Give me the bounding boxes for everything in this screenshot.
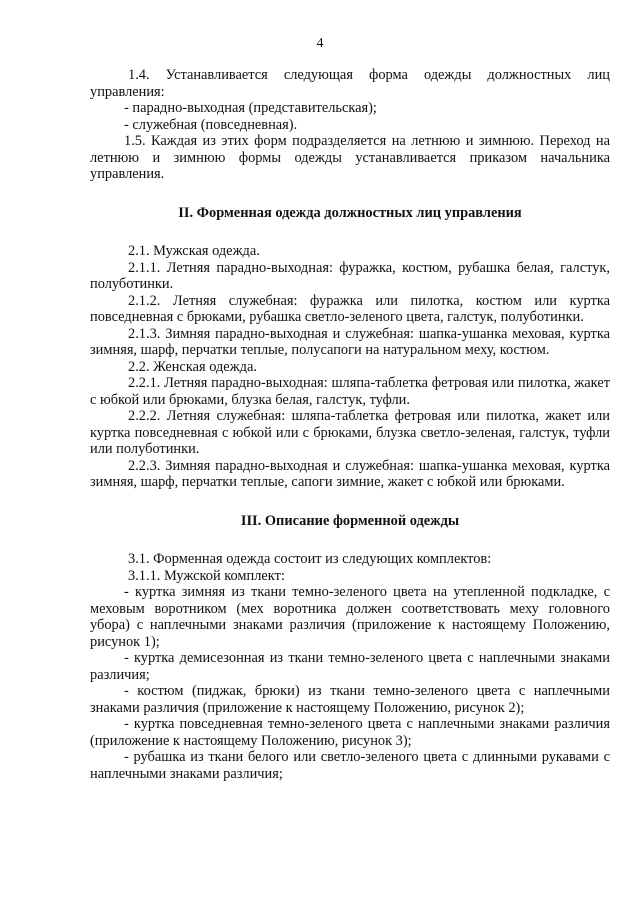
section-heading-3: III. Описание форменной одежды bbox=[240, 512, 460, 529]
paragraph-2-2-3: 2.2.3. Зимняя парадно-выходная и служебная: шапка-ушанка меховая, куртка зимняя, шарф, перчатки теплые, сапоги зимние, жакет с юбкой или брюками. bbox=[90, 457, 610, 490]
paragraph-2-1-1: 2.1.1. Летняя парадно-выходная: фуражка, костюм, рубашка белая, галстук, полуботинки. bbox=[90, 259, 610, 292]
section-heading-2: II. Форменная одежда должностных лиц управления bbox=[178, 204, 522, 221]
list-item-winter-jacket: - куртка зимняя из ткани темно-зеленого цвета на утепленной подкладке, с меховым воротником (мех воротника должен соответствовать меху головного убора) с наплечными знаками различия (приложение к настоящему Положению, рисунок 1); bbox=[90, 584, 610, 650]
list-item-suit: - костюм (пиджак, брюки) из ткани темно-зеленого цвета с наплечными знаками различия (приложение к настоящему Положению, рисунок 2); bbox=[90, 683, 610, 716]
paragraph-1-4: 1.4. Устанавливается следующая форма одежды должностных лиц управления: bbox=[90, 67, 610, 100]
paragraph-2-1-2: 2.1.2. Летняя служебная: фуражка или пилотка, костюм или куртка повседневная с брюками, рубашка светло-зеленого цвета, галстук, полуботинки. bbox=[90, 292, 610, 325]
list-item-parade: - парадно-выходная (представительская); bbox=[124, 100, 377, 116]
list-item-demiseason-jacket: - куртка демисезонная из ткани темно-зеленого цвета с наплечными знаками различия; bbox=[90, 650, 610, 683]
paragraph-1-5: 1.5. Каждая из этих форм подразделяется на летнюю и зимнюю. Переход на летнюю и зимнюю формы одежды устанавливается приказом начальника управления. bbox=[90, 133, 610, 182]
list-item-casual-jacket: - куртка повседневная темно-зеленого цвета с наплечными знаками различия (приложение к настоящему Положению, рисунок 3); bbox=[90, 716, 610, 749]
paragraph-3-1: 3.1. Форменная одежда состоит из следующих комплектов: bbox=[128, 551, 492, 567]
paragraph-3-1-1: 3.1.1. Мужской комплект: bbox=[128, 567, 285, 584]
document-body bbox=[90, 67, 610, 782]
paragraph-2-2-1: 2.2.1. Летняя парадно-выходная: шляпа-таблетка фетровая или пилотка, жакет с юбкой или брюками, блузка белая, галстук, туфли. bbox=[90, 375, 610, 408]
paragraph-2-2-2: 2.2.2. Летняя служебная: шляпа-таблетка фетровая или пилотка, жакет или куртка повседневная с юбкой или с брюками, блузка светло-зеленая, галстук, туфли или полуботинки. bbox=[90, 408, 610, 457]
paragraph-2-2: 2.2. Женская одежда. bbox=[128, 358, 257, 375]
list-item-shirt: - рубашка из ткани белого или светло-зеленого цвета с длинными рукавами с наплечными знаками различия; bbox=[90, 749, 610, 782]
list-item-service: - служебная (повседневная). bbox=[124, 116, 298, 133]
paragraph-2-1-3: 2.1.3. Зимняя парадно-выходная и служебная: шапка-ушанка меховая, куртка зимняя, шарф, перчатки теплые, полусапоги на натуральном меху, костюм. bbox=[90, 325, 610, 358]
paragraph-2-1: 2.1. Мужская одежда. bbox=[128, 243, 260, 259]
page-number: 4 bbox=[316, 36, 324, 51]
